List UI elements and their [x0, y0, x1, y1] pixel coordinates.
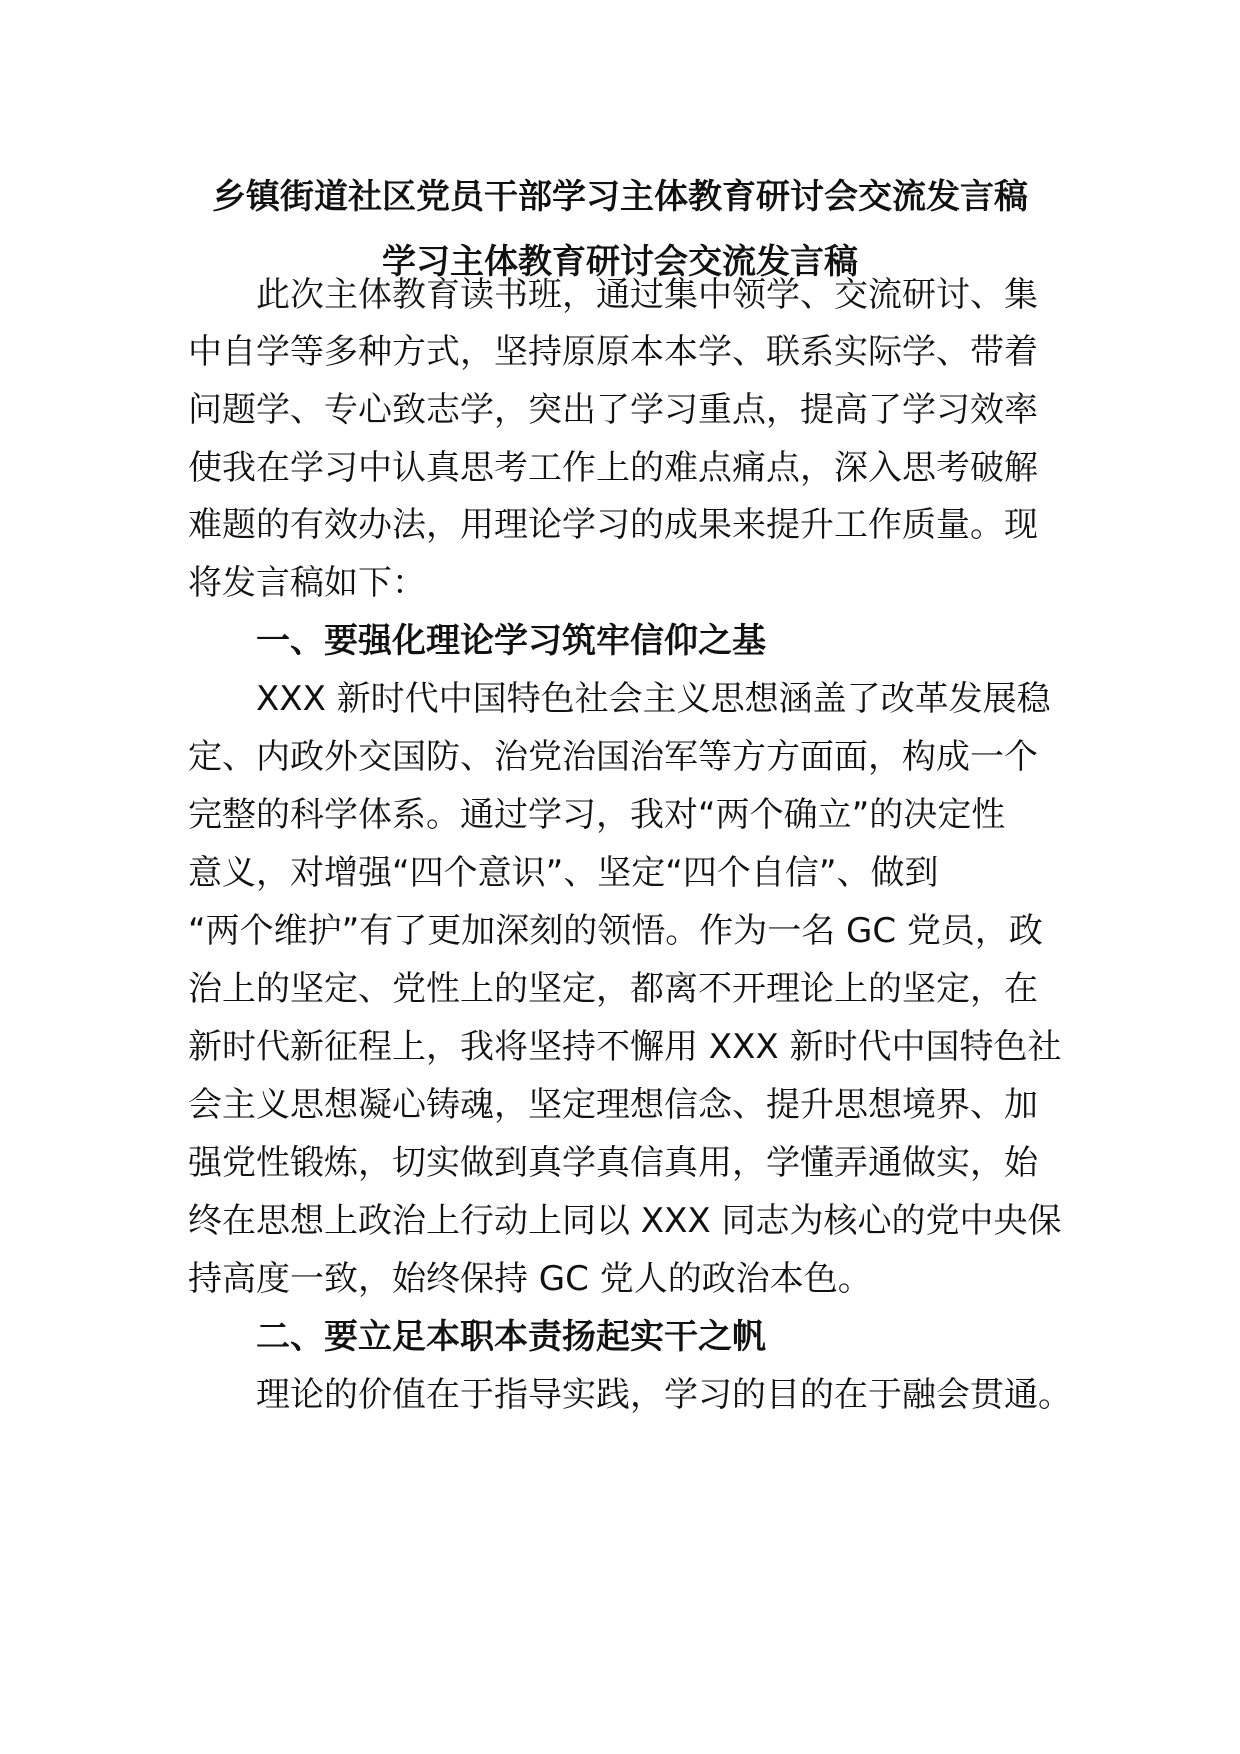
section1-line: 新时代新征程上，我将坚持不懈用 XXX 新时代中国特色社 [188, 1027, 1062, 1067]
intro-line: 此次主体教育读书班，通过集中领学、交流研讨、集 [256, 275, 1038, 315]
section1-line: 治上的坚定、党性上的坚定，都离不开理论上的坚定，在 [188, 969, 1038, 1009]
section1-line: 定、内政外交国防、治党治国治军等方方面面，构成一个 [188, 737, 1038, 777]
intro-line: 问题学、专心致志学，突出了学习重点，提高了学习效率 [188, 390, 1038, 430]
section2-line: 理论的价值在于指导实践，学习的目的在于融会贯通。 [256, 1375, 1072, 1415]
section-heading-2: 二、要立足本职本责扬起实干之帆 [256, 1317, 766, 1357]
section1-line: 完整的科学体系。通过学习，我对“两个确立”的决定性 [188, 795, 1006, 835]
intro-line: 难题的有效办法，用理论学习的成果来提升工作质量。现 [188, 505, 1038, 545]
intro-line: 将发言稿如下： [188, 563, 426, 603]
section1-line: 持高度一致，始终保持 GC 党人的政治本色。 [188, 1259, 872, 1299]
section1-line: 会主义思想凝心铸魂，坚定理想信念、提升思想境界、加 [188, 1085, 1038, 1125]
intro-line: 中自学等多种方式，坚持原原本本学、联系实际学、带着 [188, 332, 1038, 372]
section1-line: 强党性锻炼，切实做到真学真信真用，学懂弄通做实，始 [188, 1143, 1038, 1183]
section1-line: XXX 新时代中国特色社会主义思想涵盖了改革发展稳 [256, 679, 1051, 719]
intro-line: 使我在学习中认真思考工作上的难点痛点，深入思考破解 [188, 448, 1038, 488]
section-heading-1: 一、要强化理论学习筑牢信仰之基 [256, 621, 766, 661]
document-subtitle: 学习主体教育研讨会交流发言稿 [382, 242, 858, 282]
section1-line: 意义，对增强“四个意识”、坚定“四个自信”、做到 [188, 853, 939, 893]
section1-line: 终在思想上政治上行动上同以 XXX 同志为核心的党中央保 [188, 1201, 1062, 1241]
document-title: 乡镇街道社区党员干部学习主体教育研讨会交流发言稿 [212, 177, 1028, 217]
section1-line: “两个维护”有了更加深刻的领悟。作为一名 GC 党员，政 [188, 911, 1043, 951]
